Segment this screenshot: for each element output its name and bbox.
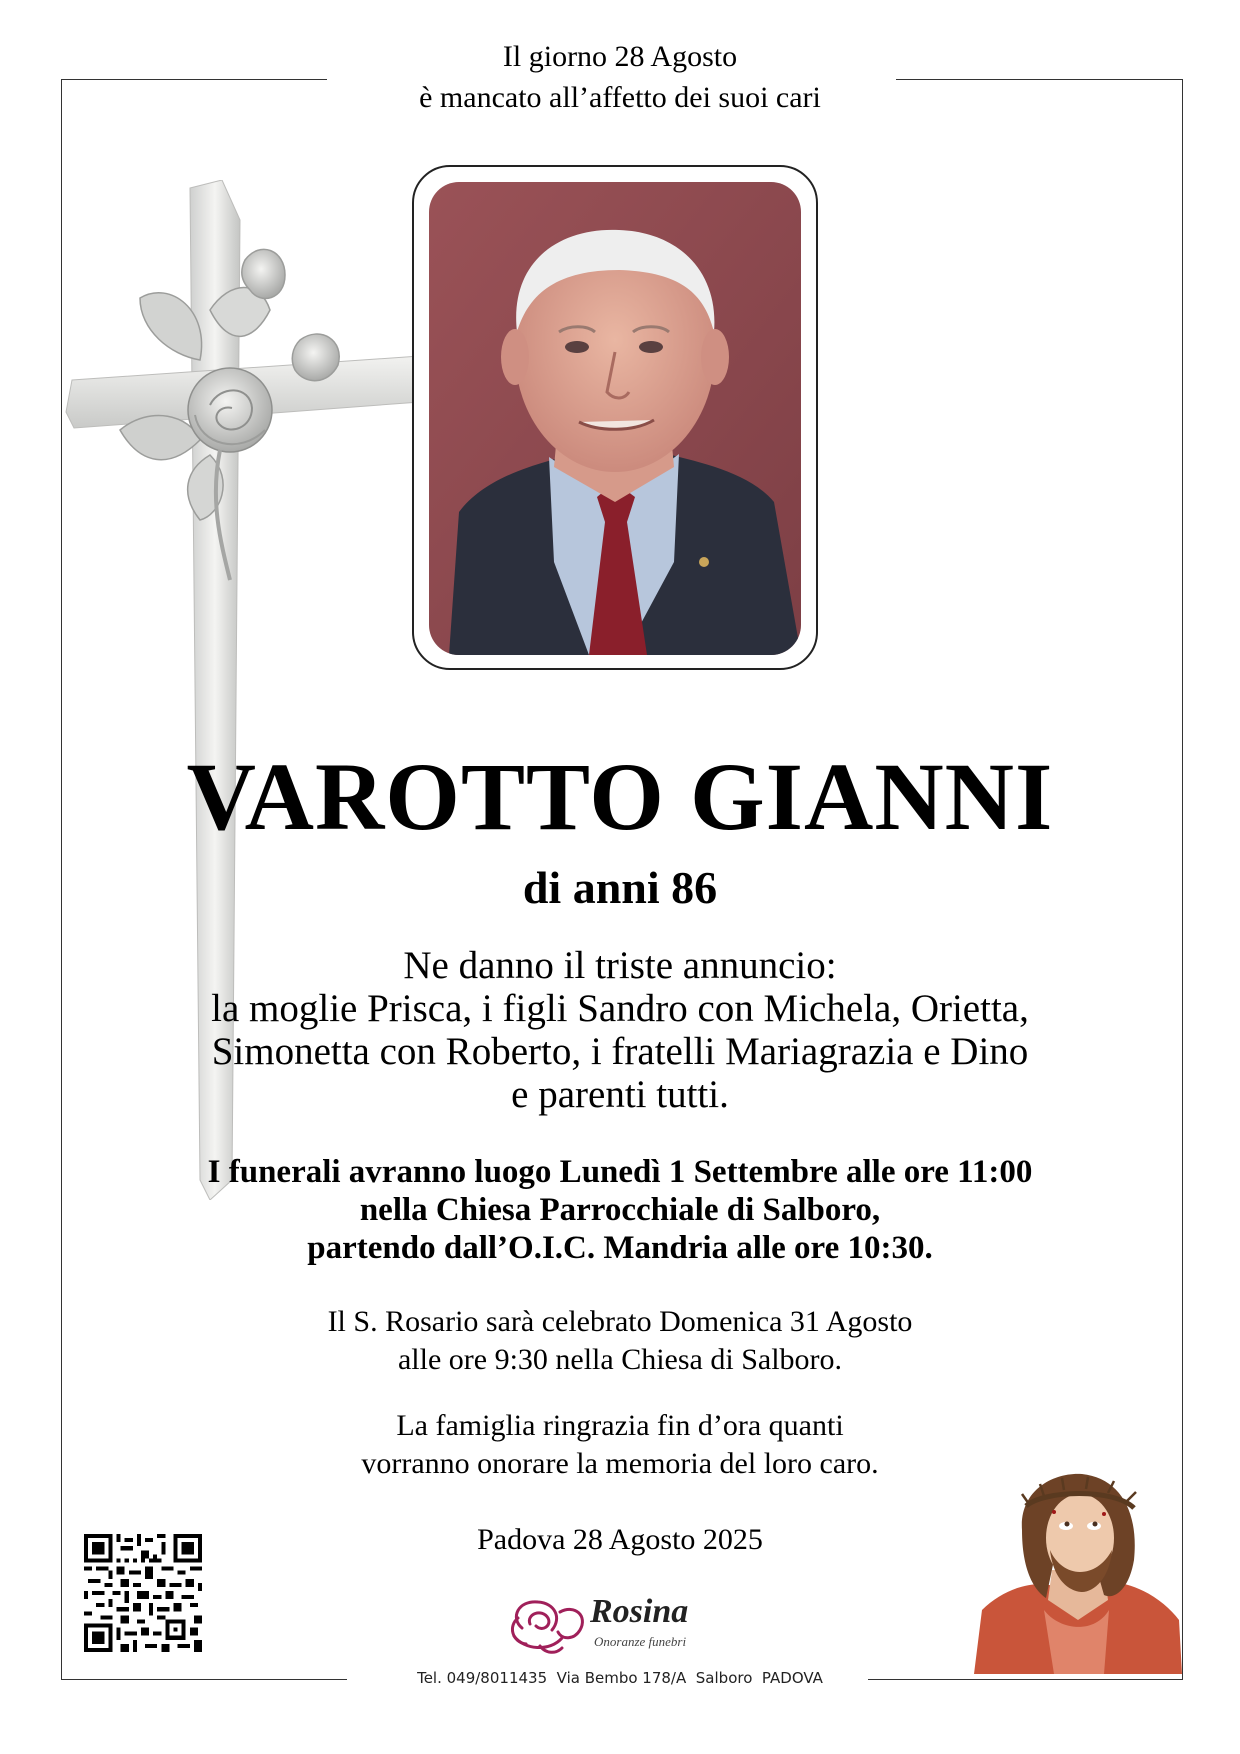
portrait-photo bbox=[429, 182, 801, 655]
funeral-line-1: I funerali avranno luogo Lunedì 1 Settembre alle ore 11:00 bbox=[207, 1154, 1033, 1190]
ecce-homo-image bbox=[974, 1460, 1182, 1674]
rosary-line-2: alle ore 9:30 nella Chiesa di Salboro. bbox=[397, 1343, 843, 1376]
funeral-line-2: nella Chiesa Parrocchiale di Salboro, bbox=[359, 1192, 881, 1228]
jesus-icon bbox=[974, 1460, 1182, 1674]
deceased-age: di anni 86 bbox=[522, 862, 718, 913]
thanks-line-1: La famiglia ringrazia fin d’ora quanti bbox=[396, 1409, 844, 1442]
qr-code-icon[interactable] bbox=[84, 1534, 202, 1652]
company-subtitle: Onoranze funebri bbox=[594, 1634, 687, 1649]
rosary-line-1: Il S. Rosario sarà celebrato Domenica 31 Agosto bbox=[327, 1305, 913, 1338]
deceased-name: VAROTTO GIANNI bbox=[186, 743, 1054, 850]
thanks-line-2: vorranno onorare la memoria del loro caro. bbox=[361, 1447, 879, 1480]
announcement-line-1: Ne danno il triste annuncio: bbox=[403, 944, 837, 987]
announcement-line-4: e parenti tutti. bbox=[511, 1073, 729, 1116]
company-name: Rosina bbox=[590, 1593, 689, 1630]
place-date: Padova 28 Agosto 2025 bbox=[477, 1523, 763, 1556]
header-line-1: Il giorno 28 Agosto bbox=[502, 40, 738, 73]
footer-contact: Tel. 049/8011435 Via Bembo 178/A Salboro PADOVA bbox=[417, 1669, 823, 1687]
portrait-image bbox=[429, 182, 801, 655]
funeral-line-3: partendo dall’O.I.C. Mandria alle ore 10:30. bbox=[307, 1230, 933, 1266]
announcement-line-3: Simonetta con Roberto, i fratelli Mariagrazia e Dino bbox=[211, 1030, 1029, 1073]
header-line-2: è mancato all’affetto dei suoi cari bbox=[419, 81, 821, 114]
announcement-line-2: la moglie Prisca, i figli Sandro con Michela, Orietta, bbox=[211, 987, 1029, 1030]
